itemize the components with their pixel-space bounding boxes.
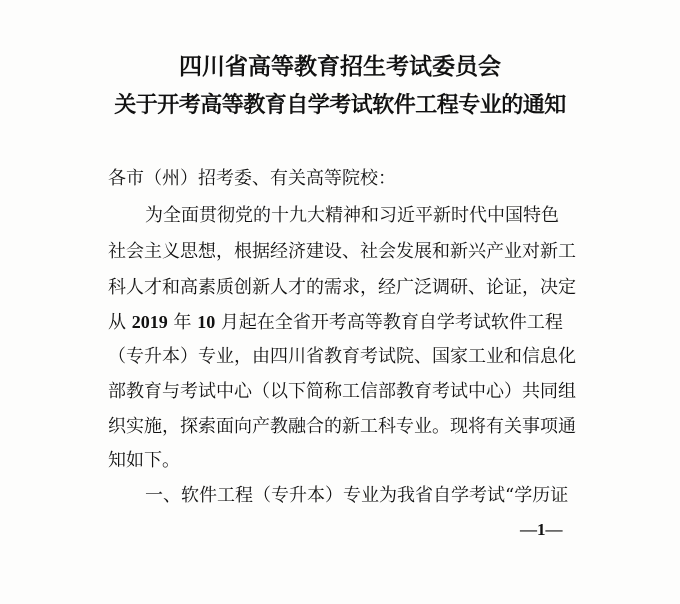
paragraph-line-date: [108, 311, 563, 334]
issuer-title: 四川省高等教育招生考试委员会: [179, 54, 501, 80]
notice-title: 关于开考高等教育自学考试软件工程专业的通知: [114, 93, 566, 118]
date-prefix: 从: [108, 312, 132, 333]
paragraph-line: 知如下。: [108, 450, 180, 471]
page-number: —1—: [520, 520, 563, 539]
year-value: 2019: [131, 312, 168, 332]
paragraph-line: 织实施，探索面向产教融合的新工科专业。现将有关事项通: [108, 416, 576, 437]
month-value: 10: [197, 312, 216, 332]
year-unit: 年: [167, 312, 198, 333]
paragraph-line: 为全面贯彻党的十九大精神和习近平新时代中国特色: [145, 205, 559, 226]
date-suffix: 月起在全省开考高等教育自学考试软件工程: [215, 312, 563, 333]
section-heading-line: 一、软件工程（专升本）专业为我省自学考试“学历证: [145, 485, 569, 506]
paragraph-line: 社会主义思想，根据经济建设、社会发展和新兴产业对新工: [108, 241, 576, 262]
salutation: 各市（州）招考委、有关高等院校：: [108, 168, 396, 189]
paragraph-line: 部教育与考试中心（以下简称工信部教育考试中心）共同组: [108, 381, 576, 402]
paragraph-line: （专升本）专业，由四川省教育考试院、国家工业和信息化: [108, 346, 576, 367]
paragraph-line: 科人才和高素质创新人才的需求，经广泛调研、论证，决定: [108, 277, 576, 298]
